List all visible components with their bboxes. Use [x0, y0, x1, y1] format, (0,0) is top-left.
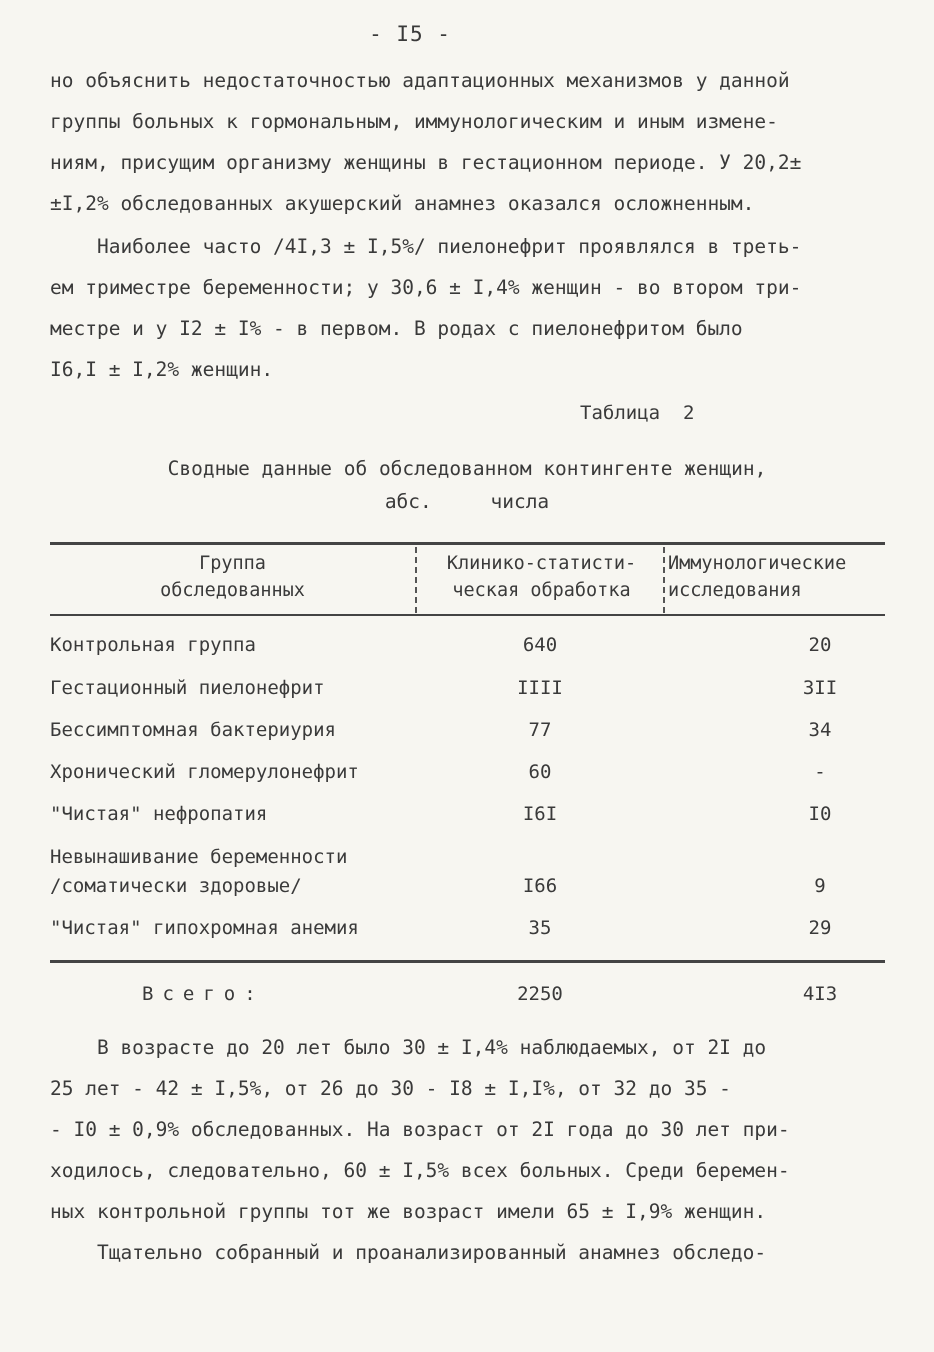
- header-immuno: [668, 550, 888, 604]
- paragraph-2: [50, 226, 801, 390]
- header-line: ческая обработка: [452, 580, 631, 601]
- clinical-cell: 77: [528, 719, 552, 741]
- cell-line: Невынашивание беременности: [50, 846, 348, 868]
- clinical-cell: 35: [528, 917, 552, 939]
- caption-line: абс. числа: [384, 490, 550, 513]
- table-body-bottom-rule: [50, 960, 885, 963]
- text-line: группы больных к гормональным, иммунологическим и иным измене-: [50, 110, 778, 133]
- immuno-cell: 20: [808, 634, 832, 656]
- group-cell: [50, 631, 420, 660]
- page-number: - I5 -: [369, 22, 451, 46]
- paragraph-1: [50, 60, 801, 224]
- clinical-cell: IIII: [517, 677, 563, 699]
- immuno-cell: -: [814, 761, 826, 783]
- text-line: - I0 ± 0,9% обследованных. На возраст от 2I года до 30 лет при-: [50, 1118, 790, 1141]
- text-line: но объяснить недостаточностью адаптационных механизмов у данной: [50, 69, 790, 92]
- header-group: [50, 550, 415, 604]
- clinical-cell: I6I: [522, 803, 558, 825]
- immuno-cell: 9: [814, 875, 826, 897]
- cell-line: "Чистая" нефропатия: [50, 803, 268, 825]
- header-line: обследованных: [160, 580, 305, 601]
- header-clinical: [420, 550, 663, 604]
- caption-line: Сводные данные об обследованном контингенте женщин,: [167, 457, 767, 480]
- table-label: Таблица 2: [580, 402, 695, 424]
- header-line: Группа: [199, 553, 266, 574]
- total-clinical: 2250: [517, 983, 563, 1005]
- text-line: ходилось, следовательно, 60 ± I,5% всех больных. Среди беремен-: [50, 1159, 790, 1182]
- text-line: 25 лет - 42 ± I,5%, от 26 до 30 - I8 ± I,I%, от 32 до 35 -: [50, 1077, 731, 1100]
- immuno-cell: 29: [808, 917, 832, 939]
- text-line: ниям, присущим организму женщины в гестационном периоде. У 20,2±: [50, 151, 802, 174]
- text-line: ем триместре беременности; у 30,6 ± I,4% женщин - во втором три-: [50, 276, 802, 299]
- text-line: Тщательно собранный и проанализированный анамнез обследо-: [50, 1241, 767, 1264]
- total-label-cell: [50, 980, 420, 1009]
- clinical-cell: 640: [522, 634, 558, 656]
- immuno-cell: I0: [808, 803, 832, 825]
- cell-line: Гестационный пиелонефрит: [50, 677, 325, 699]
- cell-line: Бессимптомная бактериурия: [50, 719, 336, 741]
- group-cell: [50, 914, 420, 943]
- immuno-cell: 34: [808, 719, 832, 741]
- text-line: местре и у I2 ± I% - в первом. В родах с пиелонефритом было: [50, 317, 743, 340]
- clinical-cell: 60: [528, 761, 552, 783]
- group-cell: [50, 674, 420, 703]
- text-line: I6,I ± I,2% женщин.: [50, 358, 274, 381]
- paragraph-3: [50, 1027, 790, 1273]
- group-cell: [50, 843, 420, 901]
- immuno-cell: 3II: [802, 677, 838, 699]
- header-line: исследования: [668, 580, 802, 601]
- header-line: Клинико-статисти-: [446, 553, 637, 574]
- text-line: Наиболее часто /4I,3 ± I,5%/ пиелонефрит проявлялся в треть-: [50, 235, 802, 258]
- group-cell: [50, 716, 420, 745]
- text-line: ±I,2% обследованных акушерский анамнез оказался осложненным.: [50, 192, 755, 215]
- header-line: Иммунологические: [668, 553, 847, 574]
- table-header-rule: [50, 614, 885, 616]
- cell-line: Хронический гломерулонефрит: [50, 761, 359, 783]
- total-immuno: 4I3: [802, 983, 838, 1005]
- text-line: ных контрольной группы тот же возраст имели 65 ± I,9% женщин.: [50, 1200, 767, 1223]
- group-cell: [50, 758, 420, 787]
- clinical-cell: I66: [522, 875, 558, 897]
- table-caption: [0, 452, 934, 518]
- cell-line: "Чистая" гипохромная анемия: [50, 917, 359, 939]
- column-separator: [415, 547, 417, 613]
- total-label: Всего:: [142, 983, 265, 1005]
- cell-line: /соматически здоровые/: [50, 875, 302, 897]
- column-separator: [663, 547, 665, 613]
- table-top-rule: [50, 542, 885, 545]
- cell-line: Контрольная группа: [50, 634, 256, 656]
- group-cell: [50, 800, 420, 829]
- text-line: В возрасте до 20 лет было 30 ± I,4% наблюдаемых, от 2I до: [50, 1036, 767, 1059]
